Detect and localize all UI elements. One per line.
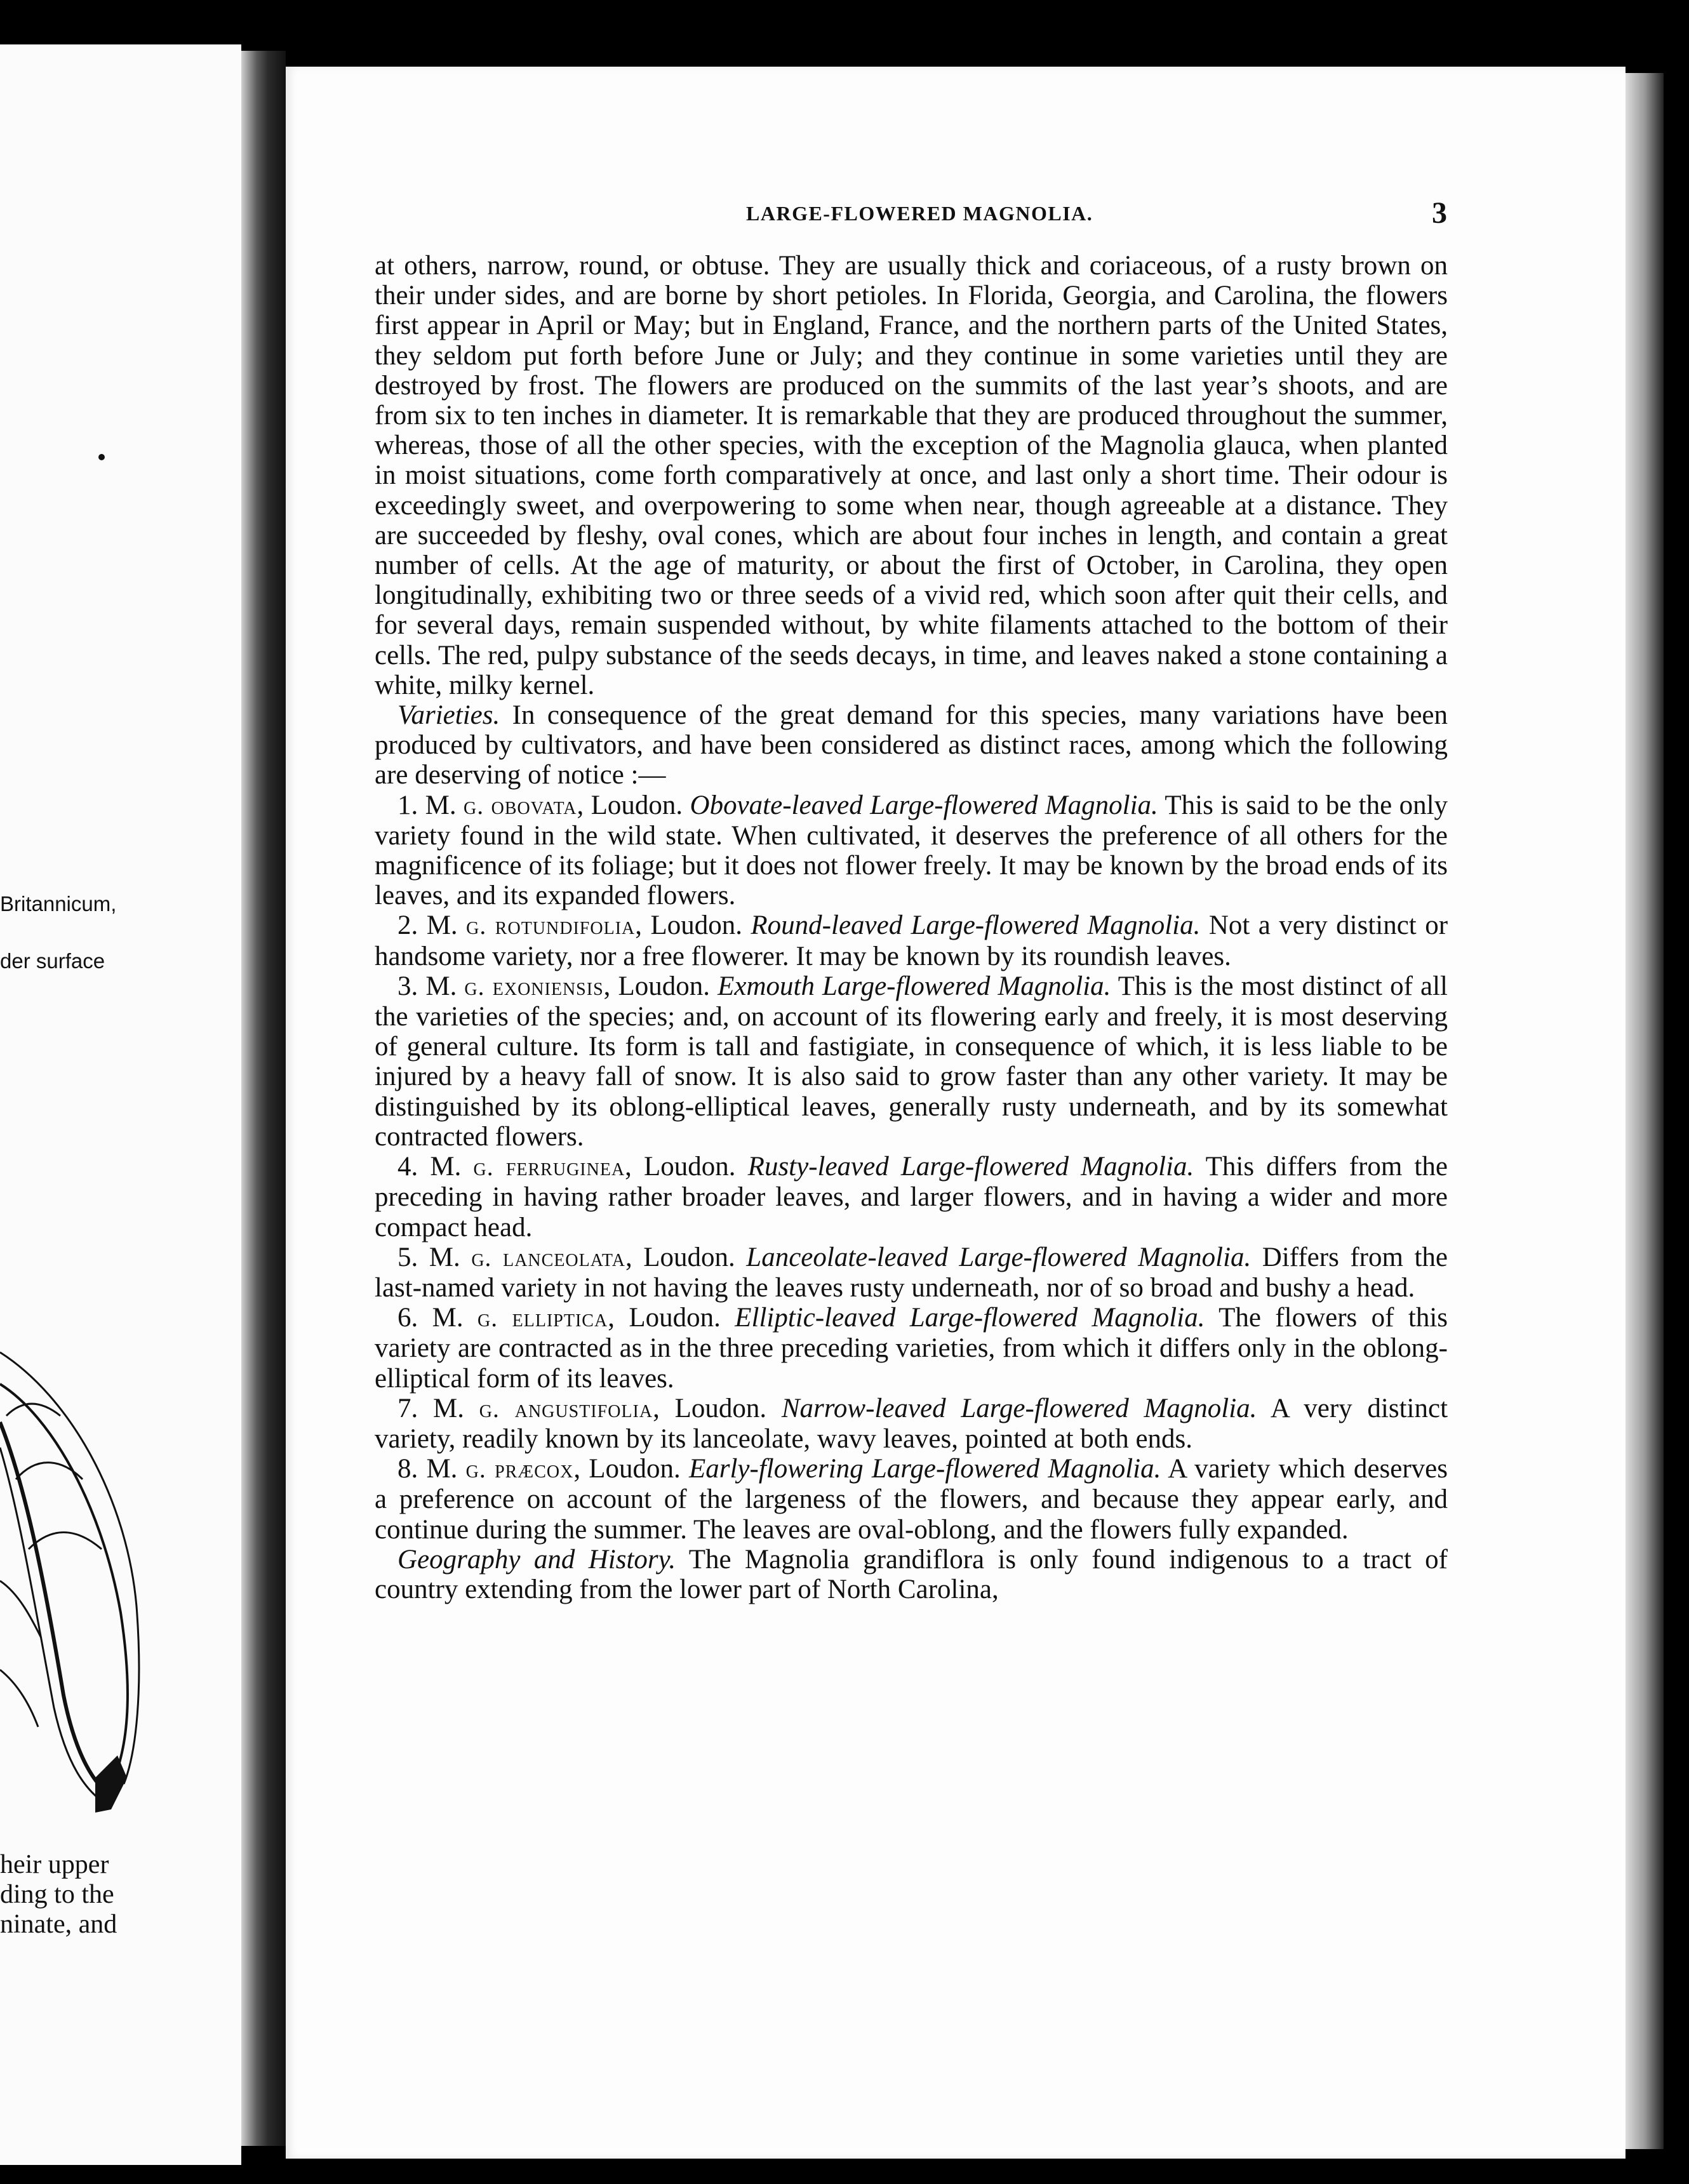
variety-name: g. angustifolia	[479, 1394, 653, 1423]
variety-common-name: Rusty-leaved Large-flowered Magnolia.	[747, 1152, 1194, 1182]
variety-description: This is the most distinct of all the varieties of the species; and, on account of its flowering early and freely, it is most deserving of general culture. Its form is tall and fastigiate, in consequence of which, it is less liable to be injured by a heavy fall of snow. It is also said to grow faster than any other variety. It may be distinguished by its oblong-elliptical leaves, generally rusty underneath, and by its somewhat contracted flowers.	[375, 971, 1448, 1152]
variety-authority: , Loudon.	[625, 1242, 747, 1272]
variety-item-4	[375, 1152, 1448, 1242]
variety-name: g. obovata	[463, 791, 577, 820]
variety-item-7	[375, 1394, 1448, 1454]
leaf-illustration	[0, 1340, 152, 1835]
variety-description: A variety which deserves a preference on account of the largeness of the flowers, and because they appear early, and continue during the summer. The leaves are oval-oblong, and the flowers fully expanded.	[375, 1454, 1448, 1545]
left-fragment-ding-to-the: ding to the	[0, 1880, 114, 1909]
paragraph-flowers: at others, narrow, round, or obtuse. They are usually thick and coriaceous, of a rusty brown on their under sides, and are borne by short petioles. In Florida, Georgia, and Carolina, the flowers first appear in April or May; but in England, France, and the northern parts of the United States, they seldom put forth before June or July; and they continue in some varieties until they are destroyed by frost. The flowers are produced on the summits of the last year’s shoots, and are from six to ten inches in diameter. It is remarkable that they are produced throughout the summer, whereas, those of all the other species, with the exception of the Magnolia glauca, when planted in moist situations, come forth comparatively at once, and last only a short time. Their odour is exceedingly sweet, and overpowering to some when near, though agreeable at a distance. They are succeeded by fleshy, oval cones, which are about four inches in length, and contain a great number of cells. At the age of maturity, or about the first of October, in Carolina, they open longitudinally, exhibiting two or three seeds of a vivid red, which soon after quit their cells, and for several days, remain suspended without, by white filaments attached to the bottom of their cells. The red, pulpy substance of the seeds decays, in time, and leaves naked a stone containing a white, milky kernel.	[375, 251, 1448, 700]
variety-description: A very distinct variety, readily known by its lanceolate, wavy leaves, pointed at both ends.	[375, 1393, 1448, 1454]
variety-name: g. præcox	[465, 1455, 574, 1484]
left-fragment-heir-upper: heir upper	[0, 1850, 109, 1879]
book-gutter	[241, 51, 286, 2146]
variety-number: 1. M.	[397, 790, 464, 820]
variety-authority: , Loudon.	[608, 1303, 735, 1333]
variety-description: This is said to be the only variety found in the wild state. When cultivated, it deserves the preference of all others for the magnificence of its foliage; but it does not flower freely. It may be known by the broad ends of its leaves, and its expanded flowers.	[375, 790, 1448, 911]
left-facing-page	[0, 44, 241, 2165]
variety-number: 5. M.	[397, 1242, 472, 1272]
left-fragment-ninate-and: ninate, and	[0, 1910, 117, 1939]
left-fragment-der-surface: der surface	[0, 949, 105, 973]
variety-authority: , Loudon.	[653, 1393, 782, 1423]
variety-number: 6. M.	[397, 1303, 478, 1333]
varieties-text: In consequence of the great demand for this species, many variations have been produced by cultivators, and have been considered as distinct races, among which the following are deserving of notice :—	[375, 700, 1448, 790]
variety-common-name: Round-leaved Large-flowered Magnolia.	[751, 910, 1201, 941]
varieties-label: Varieties.	[397, 700, 500, 731]
page-number: 3	[1432, 196, 1447, 230]
variety-item-6	[375, 1303, 1448, 1394]
variety-common-name: Elliptic-leaved Large-flowered Magnolia.	[735, 1303, 1205, 1333]
left-fragment-britannicum: Britannicum,	[0, 892, 117, 916]
variety-number: 7. M.	[397, 1393, 479, 1423]
paragraph-geography	[375, 1545, 1448, 1604]
variety-name: g. exoniensis	[464, 972, 604, 1001]
variety-description: Not a very distinct or handsome variety, nor a free flowerer. It may be known by its roundish leaves.	[375, 910, 1448, 971]
variety-item-5	[375, 1242, 1448, 1303]
variety-item-2	[375, 910, 1448, 971]
variety-common-name: Obovate-leaved Large-flowered Magnolia.	[690, 790, 1158, 820]
variety-name: g. lanceolata	[471, 1243, 625, 1272]
page-edge	[1626, 73, 1664, 2149]
variety-number: 2. M.	[397, 910, 467, 941]
variety-description: The flowers of this variety are contracted as in the three preceding varieties, from which it differs only in the oblong-elliptical form of its leaves.	[375, 1303, 1448, 1394]
variety-common-name: Exmouth Large-flowered Magnolia.	[718, 971, 1111, 1001]
variety-item-3	[375, 971, 1448, 1152]
variety-common-name: Early-flowering Large-flowered Magnolia.	[688, 1454, 1161, 1484]
page-body	[375, 251, 1448, 1604]
variety-description: Differs from the last-named variety in not having the leaves rusty underneath, nor of so broad and bushy a head.	[375, 1242, 1448, 1303]
geography-text: The Magnolia grandiflora is only found indigenous to a tract of country extending from the lower part of North Carolina,	[375, 1544, 1448, 1604]
variety-item-1	[375, 790, 1448, 911]
variety-number: 8. M.	[397, 1454, 466, 1484]
variety-common-name: Narrow-leaved Large-flowered Magnolia.	[781, 1393, 1257, 1423]
running-head: LARGE-FLOWERED MAGNOLIA.	[746, 202, 1093, 225]
variety-name: g. elliptica	[477, 1304, 608, 1333]
variety-item-8	[375, 1454, 1448, 1545]
variety-authority: , Loudon.	[625, 1152, 748, 1182]
variety-authority: , Loudon.	[573, 1454, 689, 1484]
variety-authority: , Loudon.	[635, 910, 751, 941]
variety-authority: , Loudon.	[603, 971, 718, 1001]
variety-common-name: Lanceolate-leaved Large-flowered Magnolia.	[746, 1242, 1252, 1272]
variety-number: 4. M.	[397, 1152, 474, 1182]
stray-dot	[98, 454, 105, 460]
variety-name: g. ferruginea	[473, 1153, 625, 1182]
variety-number: 3. M.	[397, 971, 465, 1001]
variety-name: g. rotundifolia	[466, 912, 636, 940]
paragraph-varieties	[375, 700, 1448, 790]
variety-authority: , Loudon.	[577, 790, 690, 820]
variety-description: This differs from the preceding in having rather broader leaves, and larger flowers, and in having a wider and more compact head.	[375, 1152, 1448, 1242]
geography-label: Geography and History.	[397, 1544, 676, 1575]
